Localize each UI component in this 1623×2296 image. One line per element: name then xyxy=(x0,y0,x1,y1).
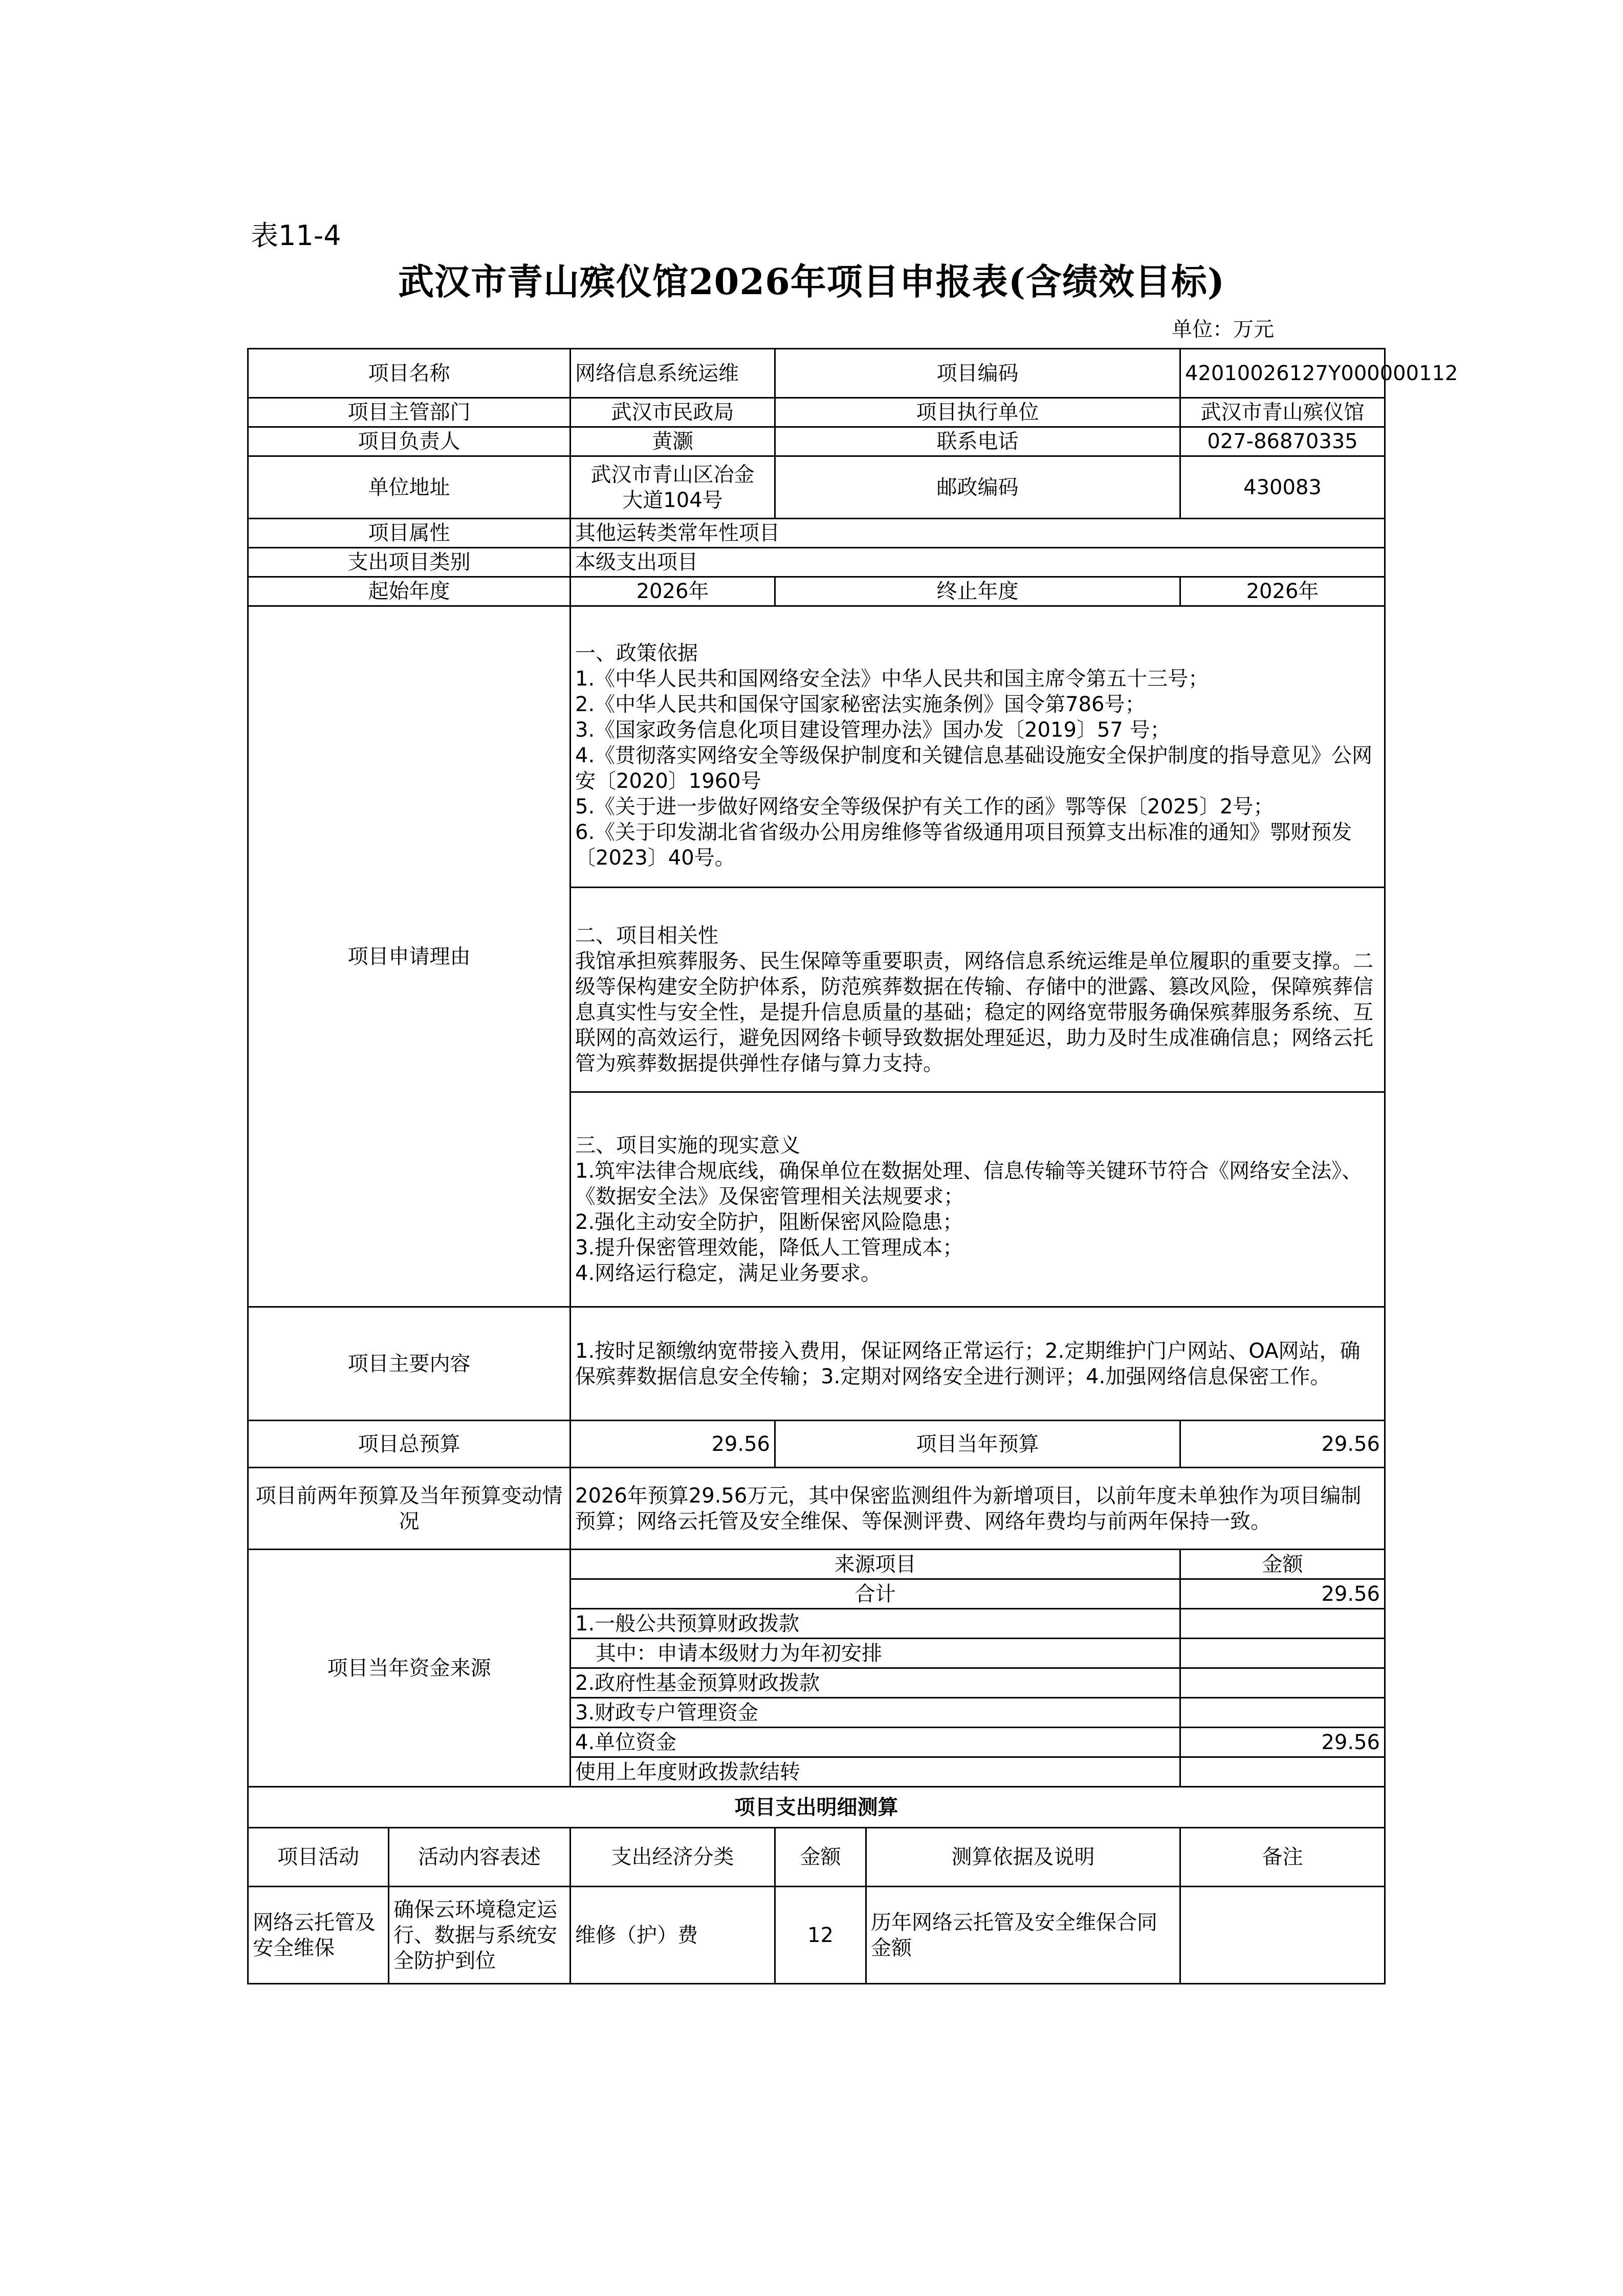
exec-unit-value: 武汉市青山殡仪馆 xyxy=(1180,398,1385,427)
detail-header-remark: 备注 xyxy=(1180,1828,1385,1887)
funding-row-name: 4.单位资金 xyxy=(571,1728,1180,1757)
funding-row-amount: 29.56 xyxy=(1180,1728,1385,1757)
budget-change-label: 项目前两年预算及当年预算变动情况 xyxy=(248,1468,571,1550)
table-number: 表11-4 xyxy=(251,219,341,252)
detail-cell-content: 确保云环境稳定运行、数据与系统安全防护到位 xyxy=(389,1887,571,1984)
detail-cell-amount: 12 xyxy=(775,1887,866,1984)
category-label: 支出项目类别 xyxy=(248,548,571,577)
detail-cell-basis: 历年网络云托管及安全维保合同金额 xyxy=(866,1887,1180,1984)
reason-policy-basis: 一、政策依据 1.《中华人民共和国网络安全法》中华人民共和国主席令第五十三号； 2.《中华人民共和国保守国家秘密法实施条例》国令第786号； 3.《国家政务信息化项目建设管理办法》国办发〔2019〕57 号； 4.《贯彻落实网络安全等级保护制度和关键信息基础设施安全保护制度的指导意见》公网安〔2020〕1960号 5.《关于进一步做好网络安全等级保护有关工作的函》鄂等保〔2025〕2号； 6.《关于印发湖北省省级办公用房维修等省级通用项目预算支出标准的通知》鄂财预发〔2023〕40号。 xyxy=(571,606,1385,888)
postcode-value: 430083 xyxy=(1180,456,1385,519)
funding-label: 项目当年资金来源 xyxy=(248,1550,571,1787)
unit-label: 单位：万元 xyxy=(1172,318,1274,341)
funding-row-name: 2.政府性基金预算财政拨款 xyxy=(571,1668,1180,1698)
funding-col-amount: 金额 xyxy=(1180,1550,1385,1579)
project-code-value: 42010026127Y000000112 xyxy=(1180,349,1385,398)
detail-header-basis: 测算依据及说明 xyxy=(866,1828,1180,1887)
funding-row-name: 合计 xyxy=(571,1579,1180,1609)
detail-header-amount: 金额 xyxy=(775,1828,866,1887)
project-code-label: 项目编码 xyxy=(775,349,1180,398)
funding-row-name: 使用上年度财政拨款结转 xyxy=(571,1757,1180,1787)
start-year-value: 2026年 xyxy=(571,577,775,606)
leader-label: 项目负责人 xyxy=(248,427,571,456)
content-label: 项目主要内容 xyxy=(248,1307,571,1421)
total-budget-label: 项目总预算 xyxy=(248,1421,571,1468)
category-value: 本级支出项目 xyxy=(571,548,1385,577)
current-budget-label: 项目当年预算 xyxy=(775,1421,1180,1468)
postcode-label: 邮政编码 xyxy=(775,456,1180,519)
detail-cell-econ-class: 维修（护）费 xyxy=(571,1887,775,1984)
dept-label: 项目主管部门 xyxy=(248,398,571,427)
reason-relevance: 二、项目相关性 我馆承担殡葬服务、民生保障等重要职责，网络信息系统运维是单位履职的重要支撑。二级等保构建安全防护体系，防范殡葬数据在传输、存储中的泄露、篡改风险，保障殡葬信息真实性与安全性，是提升信息质量的基础；稳定的网络宽带服务确保殡葬服务系统、互联网的高效运行，避免因网络卡顿导致数据处理延迟，助力及时生成准确信息；网络云托管为殡葬数据提供弹性存储与算力支持。 xyxy=(571,888,1385,1092)
funding-row-amount xyxy=(1180,1757,1385,1787)
detail-heading: 项目支出明细测算 xyxy=(248,1787,1385,1828)
content-value: 1.按时足额缴纳宽带接入费用，保证网络正常运行；2.定期维护门户网站、OA网站，确保殡葬数据信息安全传输；3.定期对网络安全进行测评；4.加强网络信息保密工作。 xyxy=(571,1307,1385,1421)
funding-row-amount xyxy=(1180,1698,1385,1728)
project-name-value: 网络信息系统运维 xyxy=(571,349,775,398)
funding-row-name: 1.一般公共预算财政拨款 xyxy=(571,1609,1180,1639)
detail-cell-activity: 网络云托管及安全维保 xyxy=(248,1887,389,1984)
reason-significance: 三、项目实施的现实意义 1.筑牢法律合规底线，确保单位在数据处理、信息传输等关键环节符合《网络安全法》、《数据安全法》及保密管理相关法规要求； 2.强化主动安全防护，阻断保密风险隐患； 3.提升保密管理效能，降低人工管理成本； 4.网络运行稳定，满足业务要求。 xyxy=(571,1092,1385,1307)
funding-row-name: 3.财政专户管理资金 xyxy=(571,1698,1180,1728)
reason-label: 项目申请理由 xyxy=(248,606,571,1307)
funding-col-source: 来源项目 xyxy=(571,1550,1180,1579)
current-budget-value: 29.56 xyxy=(1180,1421,1385,1468)
attr-label: 项目属性 xyxy=(248,519,571,548)
detail-header-activity: 项目活动 xyxy=(248,1828,389,1887)
project-name-label: 项目名称 xyxy=(248,349,571,398)
detail-header-econ-class: 支出经济分类 xyxy=(571,1828,775,1887)
leader-value: 黄灏 xyxy=(571,427,775,456)
document-title: 武汉市青山殡仪馆2026年项目申报表(含绩效目标) xyxy=(398,260,1225,303)
funding-row-amount xyxy=(1180,1639,1385,1668)
attr-value: 其他运转类常年性项目 xyxy=(571,519,1385,548)
dept-value: 武汉市民政局 xyxy=(571,398,775,427)
detail-cell-remark xyxy=(1180,1887,1385,1984)
phone-value: 027-86870335 xyxy=(1180,427,1385,456)
end-year-value: 2026年 xyxy=(1180,577,1385,606)
funding-row-amount: 29.56 xyxy=(1180,1579,1385,1609)
phone-label: 联系电话 xyxy=(775,427,1180,456)
start-year-label: 起始年度 xyxy=(248,577,571,606)
total-budget-value: 29.56 xyxy=(571,1421,775,1468)
detail-header-content: 活动内容表述 xyxy=(389,1828,571,1887)
exec-unit-label: 项目执行单位 xyxy=(775,398,1180,427)
budget-change-value: 2026年预算29.56万元，其中保密监测组件为新增项目，以前年度未单独作为项目编制预算；网络云托管及安全维保、等保测评费、网络年费均与前两年保持一致。 xyxy=(571,1468,1385,1550)
project-form-table xyxy=(247,348,1458,1984)
funding-row-name: 其中：申请本级财力为年初安排 xyxy=(571,1639,1180,1668)
address-value: 武汉市青山区冶金大道104号 xyxy=(571,456,775,519)
end-year-label: 终止年度 xyxy=(775,577,1180,606)
funding-row-amount xyxy=(1180,1668,1385,1698)
funding-row-amount xyxy=(1180,1609,1385,1639)
address-label: 单位地址 xyxy=(248,456,571,519)
